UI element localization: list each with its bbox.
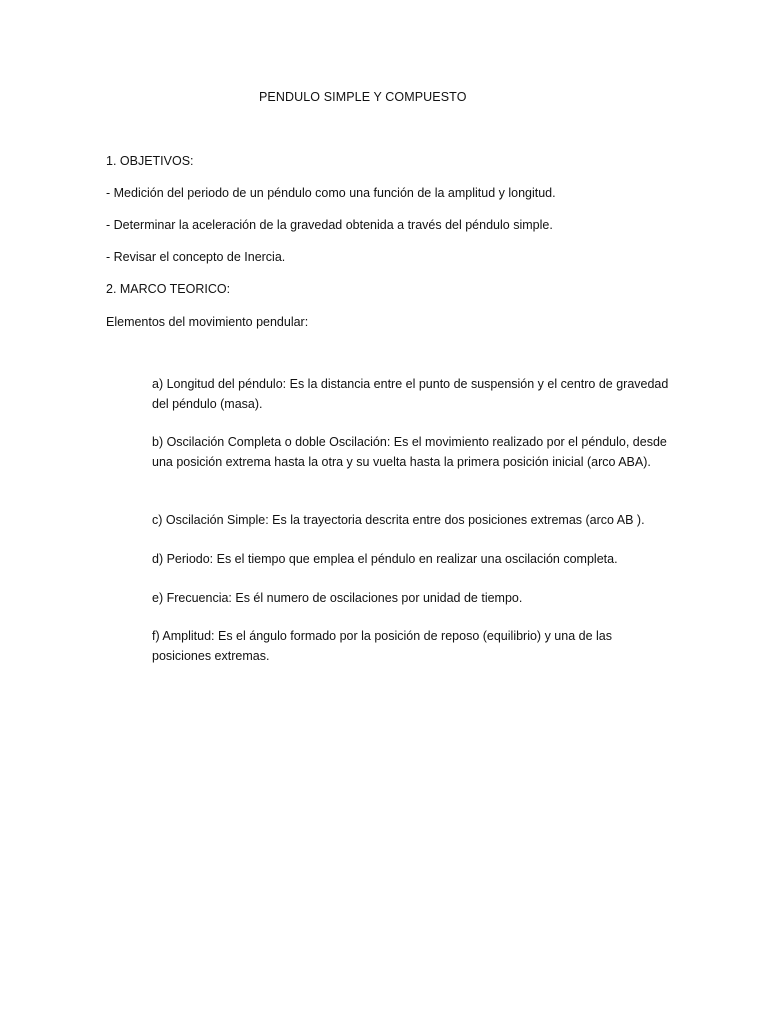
definition-item: c) Oscilación Simple: Es la trayectoria descrita entre dos posiciones extremas (arco AB ). xyxy=(152,513,645,527)
objectives-heading: 1. OBJETIVOS: xyxy=(106,154,194,168)
definition-item: d) Periodo: Es el tiempo que emplea el péndulo en realizar una oscilación completa. xyxy=(152,552,618,566)
definition-item: a) Longitud del péndulo: Es la distancia entre el punto de suspensión y el centro de gravedad del péndulo (masa). xyxy=(152,377,669,411)
document-title: PENDULO SIMPLE Y COMPUESTO xyxy=(259,90,467,104)
objective-item: - Medición del periodo de un péndulo como una función de la amplitud y longitud. xyxy=(106,186,556,200)
definition-item: b) Oscilación Completa o doble Oscilación: Es el movimiento realizado por el péndulo, desde una posición extrema hasta la otra y su vuelta hasta la primera posición inicial (arco ABA). xyxy=(152,435,667,469)
theory-heading: 2. MARCO TEORICO: xyxy=(106,282,231,296)
objective-item: - Revisar el concepto de Inercia. xyxy=(106,250,286,264)
definition-item: e) Frecuencia: Es él numero de oscilaciones por unidad de tiempo. xyxy=(152,591,523,605)
definition-item: f) Amplitud: Es el ángulo formado por la posición de reposo (equilibrio) y una de las posiciones extremas. xyxy=(152,629,612,663)
elements-intro: Elementos del movimiento pendular: xyxy=(106,315,309,329)
objective-item: - Determinar la aceleración de la gravedad obtenida a través del péndulo simple. xyxy=(106,218,553,232)
